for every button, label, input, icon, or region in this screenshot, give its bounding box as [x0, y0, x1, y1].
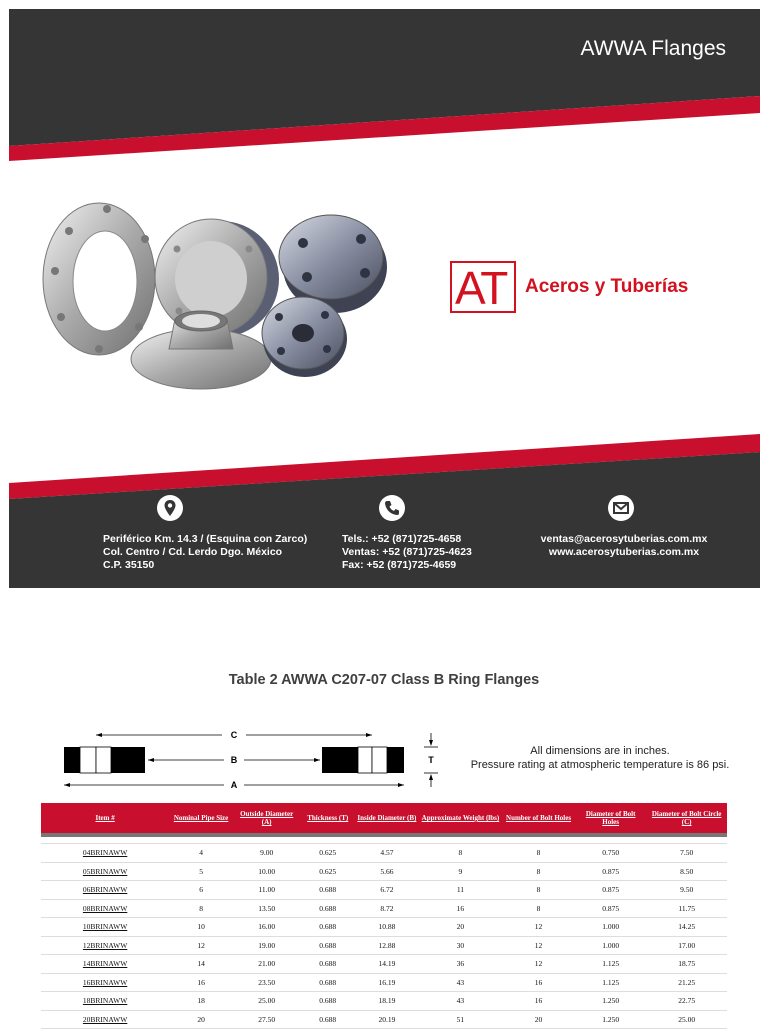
table-row [41, 1010, 727, 1029]
flange-cross-section-diagram [60, 727, 450, 793]
table-row [41, 899, 727, 918]
table-cell: 16 [502, 992, 575, 1011]
table-cell: 12 [502, 936, 575, 955]
table-cell: 0.688 [300, 936, 355, 955]
table-cell: 8 [419, 844, 502, 863]
item-number-link[interactable]: 14BRINAWW [41, 955, 169, 974]
table-cell: 0.688 [300, 918, 355, 937]
table-cell: 6.72 [355, 881, 419, 900]
table-cell: 20 [419, 918, 502, 937]
table-cell: 11.75 [646, 899, 727, 918]
table-cell: 0.875 [575, 899, 646, 918]
envelope-icon [608, 495, 634, 521]
table-row [41, 918, 727, 937]
table-cell: 7.50 [646, 844, 727, 863]
item-number-link[interactable]: 18BRINAWW [41, 992, 169, 1011]
table-cell: 9 [419, 862, 502, 881]
header-thickness: Thickness (T) [300, 803, 355, 835]
table-cell: 17.00 [646, 936, 727, 955]
header-inside-diameter: Inside Diameter (B) [355, 803, 419, 835]
table-cell: 20.19 [355, 1010, 419, 1029]
phone-line-1: Tels.: +52 (871)725-4658 [342, 533, 462, 545]
table-cell: 0.875 [575, 881, 646, 900]
table-cell: 4.57 [355, 844, 419, 863]
table-cell: 19.00 [233, 936, 301, 955]
label-t: T [428, 755, 434, 765]
table-cell: 6 [169, 881, 233, 900]
table-cell: 43 [419, 992, 502, 1011]
phone-line-2: Ventas: +52 (871)725-4623 [342, 546, 472, 558]
item-number-link[interactable]: 20BRINAWW [41, 1010, 169, 1029]
table-row [41, 973, 727, 992]
table-cell: 20 [169, 1010, 233, 1029]
table-cell: 22.75 [646, 992, 727, 1011]
page-title: AWWA Flanges [580, 37, 726, 60]
table-body [41, 835, 727, 1029]
table-cell: 23.50 [233, 973, 301, 992]
phone-line-3: Fax: +52 (871)725-4659 [342, 559, 457, 571]
header-item: Item # [41, 803, 169, 835]
table-cell: 0.688 [300, 992, 355, 1011]
table-cell: 10.00 [233, 862, 301, 881]
table-row [41, 992, 727, 1011]
table-header-row [41, 803, 727, 835]
header-bolt-holes: Number of Bolt Holes [502, 803, 575, 835]
header-outside-diameter: Outside Diameter (A) [233, 803, 301, 835]
flanges-photo [39, 199, 399, 399]
table-cell: 16 [502, 973, 575, 992]
table-cell: 0.750 [575, 844, 646, 863]
table-cell: 1.250 [575, 992, 646, 1011]
table-cell: 14.25 [646, 918, 727, 937]
table-cell: 27.50 [233, 1010, 301, 1029]
table-cell: 13.50 [233, 899, 301, 918]
table-cell: 16.19 [355, 973, 419, 992]
table-cell: 8 [502, 862, 575, 881]
dimension-notes [460, 744, 740, 772]
item-number-link[interactable]: 10BRINAWW [41, 918, 169, 937]
item-number-link[interactable]: 05BRINAWW [41, 862, 169, 881]
table-title: Table 2 AWWA C207-07 Class B Ring Flanges [228, 672, 540, 688]
table-spacer-row [41, 835, 727, 844]
table-cell: 51 [419, 1010, 502, 1029]
table-cell: 1.250 [575, 1010, 646, 1029]
table-cell: 30 [419, 936, 502, 955]
table-cell: 0.688 [300, 1010, 355, 1029]
table-cell: 11 [419, 881, 502, 900]
table-row [41, 936, 727, 955]
logo-letters: AT [455, 262, 507, 314]
flange-spec-table [41, 803, 727, 1029]
table-cell: 25.00 [646, 1010, 727, 1029]
table-cell: 43 [419, 973, 502, 992]
table-cell: 16.00 [233, 918, 301, 937]
table-cell: 12 [169, 936, 233, 955]
company-name: Aceros y Tuberías [525, 276, 689, 297]
table-cell: 0.688 [300, 899, 355, 918]
table-cell: 8 [502, 899, 575, 918]
header-bolt-hole-diameter: Diameter of Bolt Holes [575, 803, 646, 835]
header-nominal-size: Nominal Pipe Size [169, 803, 233, 835]
table-cell: 8 [502, 881, 575, 900]
item-number-link[interactable]: 08BRINAWW [41, 899, 169, 918]
table-cell: 8 [502, 844, 575, 863]
table-cell: 10.88 [355, 918, 419, 937]
table-cell: 16 [169, 973, 233, 992]
table-cell: 8.72 [355, 899, 419, 918]
address-line-3: C.P. 35150 [103, 559, 155, 571]
item-number-link[interactable]: 04BRINAWW [41, 844, 169, 863]
table-cell: 14.19 [355, 955, 419, 974]
note-pressure: Pressure rating at atmospheric temperature is 86 psi. [470, 759, 730, 771]
note-units: All dimensions are in inches. [530, 745, 670, 757]
table-cell: 1.000 [575, 918, 646, 937]
table-cell: 9.50 [646, 881, 727, 900]
table-cell: 5.66 [355, 862, 419, 881]
table-row [41, 881, 727, 900]
item-number-link[interactable]: 16BRINAWW [41, 973, 169, 992]
table-cell: 8.50 [646, 862, 727, 881]
table-cell: 0.625 [300, 862, 355, 881]
logo-mark [450, 261, 516, 313]
label-a: A [230, 780, 238, 790]
table-row [41, 955, 727, 974]
address-line-2: Col. Centro / Cd. Lerdo Dgo. México [103, 546, 283, 558]
phone-icon [379, 495, 405, 521]
table-cell: 21.25 [646, 973, 727, 992]
table-cell: 0.688 [300, 881, 355, 900]
table-cell: 14 [169, 955, 233, 974]
label-b: B [230, 755, 238, 765]
table-cell: 5 [169, 862, 233, 881]
table-row [41, 862, 727, 881]
address-line-1: Periférico Km. 14.3 / (Esquina con Zarco) [103, 533, 308, 545]
table-cell: 21.00 [233, 955, 301, 974]
header-bolt-circle: Diameter of Bolt Circle (C) [646, 803, 727, 835]
table-cell: 1.125 [575, 955, 646, 974]
email-address[interactable]: ventas@acerosytuberias.com.mx [540, 533, 708, 545]
table-cell: 12 [502, 955, 575, 974]
table-cell: 10 [169, 918, 233, 937]
item-number-link[interactable]: 06BRINAWW [41, 881, 169, 900]
table-cell: 36 [419, 955, 502, 974]
item-number-link[interactable]: 12BRINAWW [41, 936, 169, 955]
table-cell: 18.75 [646, 955, 727, 974]
table-cell: 0.875 [575, 862, 646, 881]
table-cell: 1.000 [575, 936, 646, 955]
table-cell: 12 [502, 918, 575, 937]
location-pin-icon [157, 495, 183, 521]
label-c: C [230, 730, 238, 740]
table-cell: 18.19 [355, 992, 419, 1011]
table-cell: 4 [169, 844, 233, 863]
table-cell: 16 [419, 899, 502, 918]
table-cell: 9.00 [233, 844, 301, 863]
header-weight: Approximate Weight (lbs) [419, 803, 502, 835]
table-cell: 8 [169, 899, 233, 918]
table-cell: 0.688 [300, 973, 355, 992]
table-cell: 20 [502, 1010, 575, 1029]
table-cell: 12.88 [355, 936, 419, 955]
table-cell: 11.00 [233, 881, 301, 900]
table-row [41, 844, 727, 863]
table-cell: 18 [169, 992, 233, 1011]
table-cell: 25.00 [233, 992, 301, 1011]
company-logo [450, 261, 688, 313]
table-cell: 1.125 [575, 973, 646, 992]
table-cell: 0.688 [300, 955, 355, 974]
table-cell: 0.625 [300, 844, 355, 863]
website-link[interactable]: www.acerosytuberias.com.mx [548, 546, 700, 558]
cover-page [9, 9, 760, 588]
